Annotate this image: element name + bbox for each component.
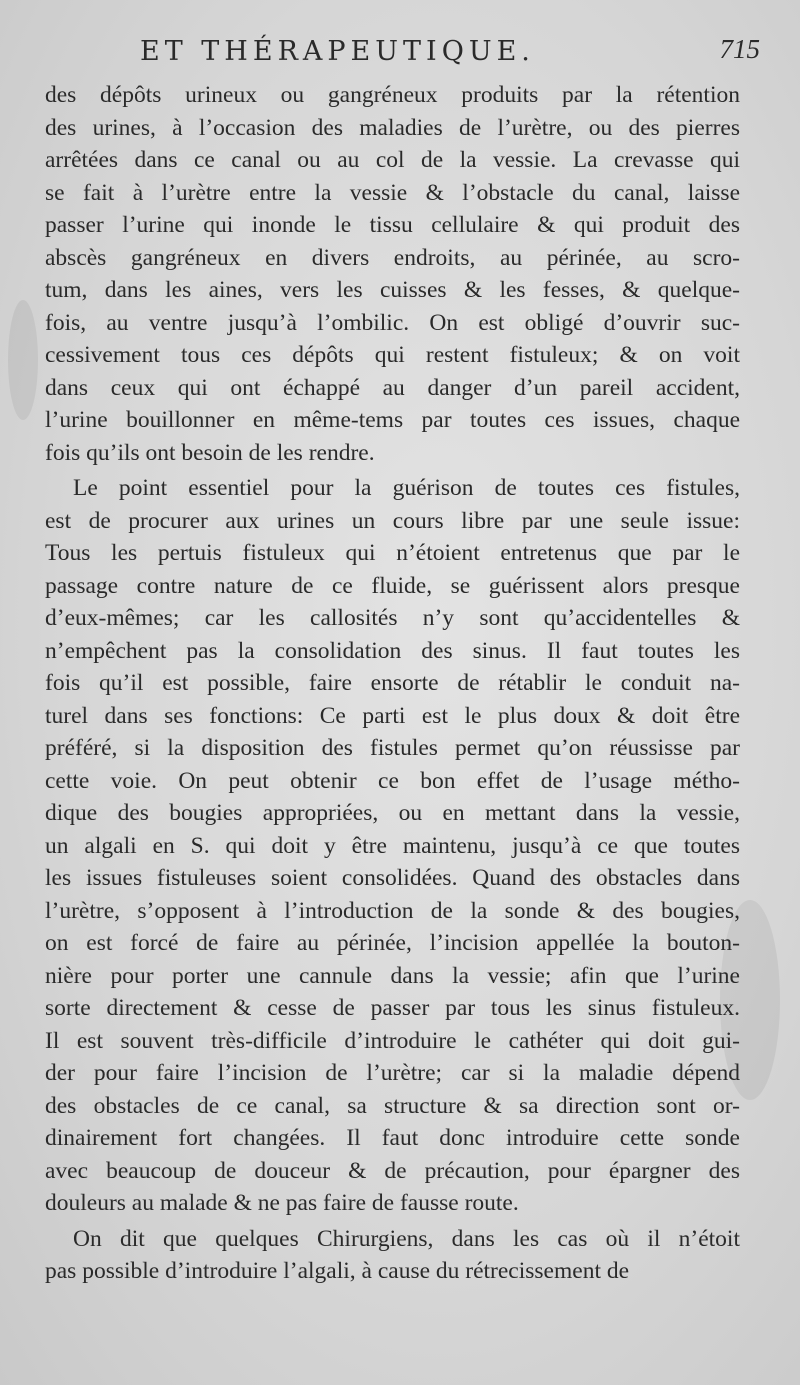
text-line: est de procurer aux urines un cours libre par une seule issue:	[45, 507, 740, 534]
text-line: passer l’urine qui inonde le tissu cellulaire & qui produit des	[45, 212, 740, 238]
text-line: les issues fistuleuses soient consolidées. Quand des obstacles dans	[45, 865, 740, 891]
running-head	[140, 30, 760, 78]
text-line: dans ceux qui ont échappé au danger d’un pareil accident,	[45, 374, 740, 401]
text-line: turel dans ses fonctions: Ce parti est le plus doux & doit être	[45, 702, 740, 729]
text-line: fois, au ventre jusqu’à l’ombilic. On est obligé d’ouvrir suc-	[45, 309, 740, 336]
text-line: passage contre nature de ce fluide, se guérissent alors presque	[45, 572, 740, 599]
text-line: nière pour porter une cannule dans la vessie; afin que l’urine	[45, 962, 740, 989]
text-line: douleurs au malade & ne pas faire de fausse route.	[45, 1190, 519, 1216]
body-text	[45, 79, 740, 1288]
text-line: On dit que quelques Chirurgiens, dans les cas où il n’étoit	[73, 1225, 740, 1252]
text-line: se fait à l’urètre entre la vessie & l’obstacle du canal, laisse	[45, 179, 740, 206]
text-line: Il est souvent très-difficile d’introduire le cathéter qui doit gui-	[45, 1027, 740, 1054]
paper-stain	[8, 300, 38, 420]
text-line: Le point essentiel pour la guérison de toutes ces fistules,	[73, 475, 740, 501]
text-line: fois qu’ils ont besoin de les rendre.	[45, 439, 375, 466]
text-line: fois qu’il est possible, faire ensorte de rétablir le conduit na-	[45, 670, 740, 696]
page-number: 715	[719, 34, 760, 64]
text-line: cette voie. On peut obtenir ce bon effet de l’usage métho-	[45, 767, 740, 794]
text-line: abscès gangréneux en divers endroits, au périnée, au scro-	[45, 244, 740, 271]
text-line: préféré, si la disposition des fistules permet qu’on réussisse par	[45, 735, 740, 761]
text-line: des obstacles de ce canal, sa structure & sa direction sont or-	[45, 1092, 740, 1119]
text-line: der pour faire l’incision de l’urètre; car si la maladie dépend	[45, 1060, 740, 1086]
text-line: des dépôts urineux ou gangréneux produits par la rétention	[45, 82, 740, 108]
text-line: n’empêchent pas la consolidation des sinus. Il faut toutes les	[45, 637, 740, 664]
text-line: l’urètre, s’opposent à l’introduction de la sonde & des bougies,	[45, 897, 740, 924]
text-line: arrêtées dans ce canal ou au col de la vessie. La crevasse qui	[45, 147, 740, 173]
text-line: d’eux-mêmes; car les callosités n’y sont qu’accidentelles &	[45, 605, 740, 631]
text-line: un algali en S. qui doit y être maintenu, jusqu’à ce que toutes	[45, 832, 740, 859]
text-line: sorte directement & cesse de passer par tous les sinus fistuleux.	[45, 995, 740, 1021]
text-line: dinairement fort changées. Il faut donc introduire cette sonde	[45, 1125, 740, 1151]
text-line: des urines, à l’occasion des maladies de l’urètre, ou des pierres	[45, 114, 740, 141]
paragraph	[45, 472, 740, 1220]
paragraph	[45, 79, 740, 469]
running-head-title: ET THÉRAPEUTIQUE.	[140, 36, 535, 67]
text-line: dique des bougies appropriées, ou en mettant dans la vessie,	[45, 800, 740, 826]
text-line: l’urine bouillonner en même-tems par toutes ces issues, chaque	[45, 407, 740, 433]
text-line: avec beaucoup de douceur & de précaution, pour épargner des	[45, 1157, 740, 1184]
text-line: tum, dans les aines, vers les cuisses & les fesses, & quelque-	[45, 277, 740, 303]
paragraph	[45, 1223, 740, 1288]
text-line: Tous les pertuis fistuleux qui n’étoient entretenus que par le	[45, 540, 740, 566]
text-line: pas possible d’introduire l’algali, à cause du rétrecissement de	[45, 1258, 630, 1284]
text-line: on est forcé de faire au périnée, l’incision appellée la bouton-	[45, 930, 740, 956]
text-line: cessivement tous ces dépôts qui restent fistuleux; & on voit	[45, 342, 740, 368]
